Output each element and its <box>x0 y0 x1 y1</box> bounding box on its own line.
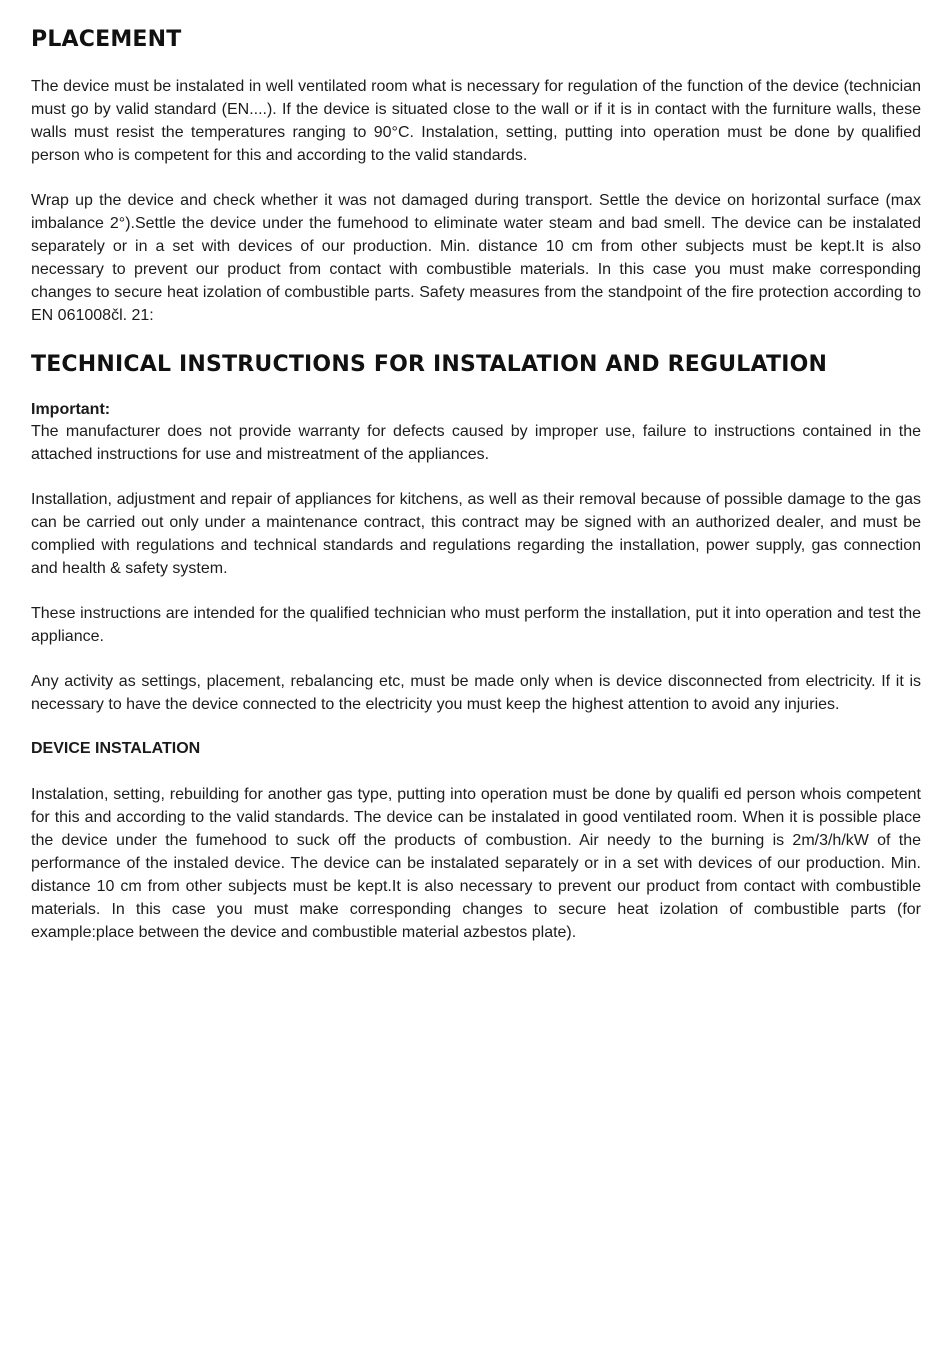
important-label: Important: <box>31 401 111 418</box>
technical-paragraph-2: Installation, adjustment and repair of appliances for kitchens, as well as their removal because of possible damage to the gas can be carried out only under a maintenance contract, this contract may be signed with an authorized dealer, and must be complied with regulations and technical standards and regulations regarding the installation, power supply, gas connection and health & safety system. <box>31 491 921 577</box>
technical-instructions-heading: TECHNICAL INSTRUCTIONS FOR INSTALATION AND REGULATION <box>31 352 828 377</box>
placement-paragraph-2: Wrap up the device and check whether it was not damaged during transport. Settle the device on horizontal surface (max imbalance 2°).Settle the device under the fumehood to eliminate water steam and bad smell. The device can be instalated separately or in a set with devices of our production. Min. distance 10 cm from other subjects must be kept.It is also necessary to prevent our product from contact with combustible materials. In this case you must make corresponding changes to secure heat izolation of combustible parts. Safety measures from the standpoint of the fire protection according to EN 061008čl. 21: <box>31 192 921 324</box>
technical-paragraph-4: Any activity as settings, placement, rebalancing etc, must be made only when is device disconnected from electricity. If it is necessary to have the device connected to the electricity you must keep the highest attention to avoid any injuries. <box>31 673 921 713</box>
document-page <box>31 26 921 944</box>
device-instalation-heading: DEVICE INSTALATION <box>31 740 201 757</box>
technical-paragraph-1: The manufacturer does not provide warranty for defects caused by improper use, failure to instructions contained in the attached instructions for use and mistreatment of the appliances. <box>31 423 921 463</box>
placement-paragraph-1: The device must be instalated in well ventilated room what is necessary for regulation of the function of the device (technician must go by valid standard (EN....). If the device is situated close to the wall or if it is in contact with the furniture walls, these walls must resist the temperatures ranging to 90°C. Instalation, setting, putting into operation must be done by qualified person who is competent for this and according to the valid standards. <box>31 78 921 164</box>
technical-paragraph-3: These instructions are intended for the qualified technician who must perform the installation, put it into operation and test the appliance. <box>31 605 921 645</box>
placement-heading: PLACEMENT <box>31 27 182 52</box>
device-instalation-paragraph: Instalation, setting, rebuilding for another gas type, putting into operation must be done by qualifi ed person whois competent for this and according to the valid standards. The device can be instalated in good ventilated room. When it is possible place the device under the fumehood to suck off the products of combustion. Air needy to the burning is 2m/3/h/kW of the performance of the instaled device. The device can be instalated separately or in a set with devices of our production. Min. distance 10 cm from other subjects must be kept.It is also necessary to prevent our product from contact with combustible materials. In this case you must make corresponding changes to secure heat izolation of combustible parts (for example:place between the device and combustible material azbestos plate). <box>31 786 921 941</box>
